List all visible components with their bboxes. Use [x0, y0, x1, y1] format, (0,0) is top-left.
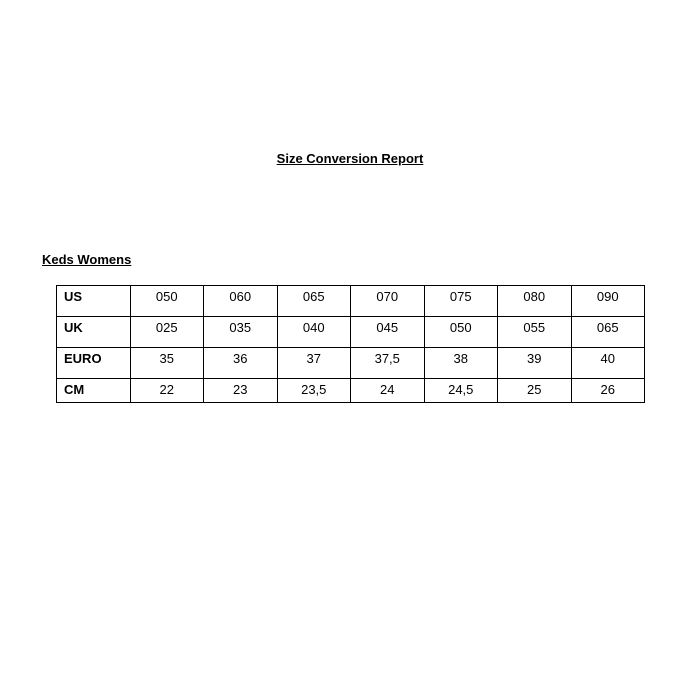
table-cell: 065 — [571, 317, 645, 348]
table-cell: 060 — [204, 286, 278, 317]
table-cell: 055 — [498, 317, 572, 348]
table-cell: 080 — [498, 286, 572, 317]
table-cell: 36 — [204, 348, 278, 379]
table-cell: 040 — [277, 317, 351, 348]
table-row-uk — [57, 317, 645, 348]
table-cell: 23 — [204, 379, 278, 403]
table-cell: 39 — [498, 348, 572, 379]
table-cell: 24 — [351, 379, 425, 403]
section-title: Keds Womens — [42, 252, 132, 267]
table-cell: 22 — [130, 379, 204, 403]
table-cell: 070 — [351, 286, 425, 317]
table-cell: 37,5 — [351, 348, 425, 379]
table-cell: 065 — [277, 286, 351, 317]
row-label-us: US — [57, 286, 131, 317]
row-label-euro: EURO — [57, 348, 131, 379]
size-conversion-table — [56, 285, 645, 403]
table-cell: 24,5 — [424, 379, 498, 403]
table-cell: 045 — [351, 317, 425, 348]
table-cell: 075 — [424, 286, 498, 317]
report-title: Size Conversion Report — [276, 151, 424, 166]
table-cell: 38 — [424, 348, 498, 379]
table-row-euro — [57, 348, 645, 379]
table-cell: 35 — [130, 348, 204, 379]
table-cell: 25 — [498, 379, 572, 403]
table-cell: 37 — [277, 348, 351, 379]
table-cell: 025 — [130, 317, 204, 348]
row-label-uk: UK — [57, 317, 131, 348]
table-cell: 050 — [130, 286, 204, 317]
table-cell: 050 — [424, 317, 498, 348]
table-cell: 23,5 — [277, 379, 351, 403]
table-row-cm — [57, 379, 645, 403]
row-label-cm: CM — [57, 379, 131, 403]
table-row-us — [57, 286, 645, 317]
table-cell: 26 — [571, 379, 645, 403]
table-cell: 090 — [571, 286, 645, 317]
table-cell: 40 — [571, 348, 645, 379]
table-cell: 035 — [204, 317, 278, 348]
